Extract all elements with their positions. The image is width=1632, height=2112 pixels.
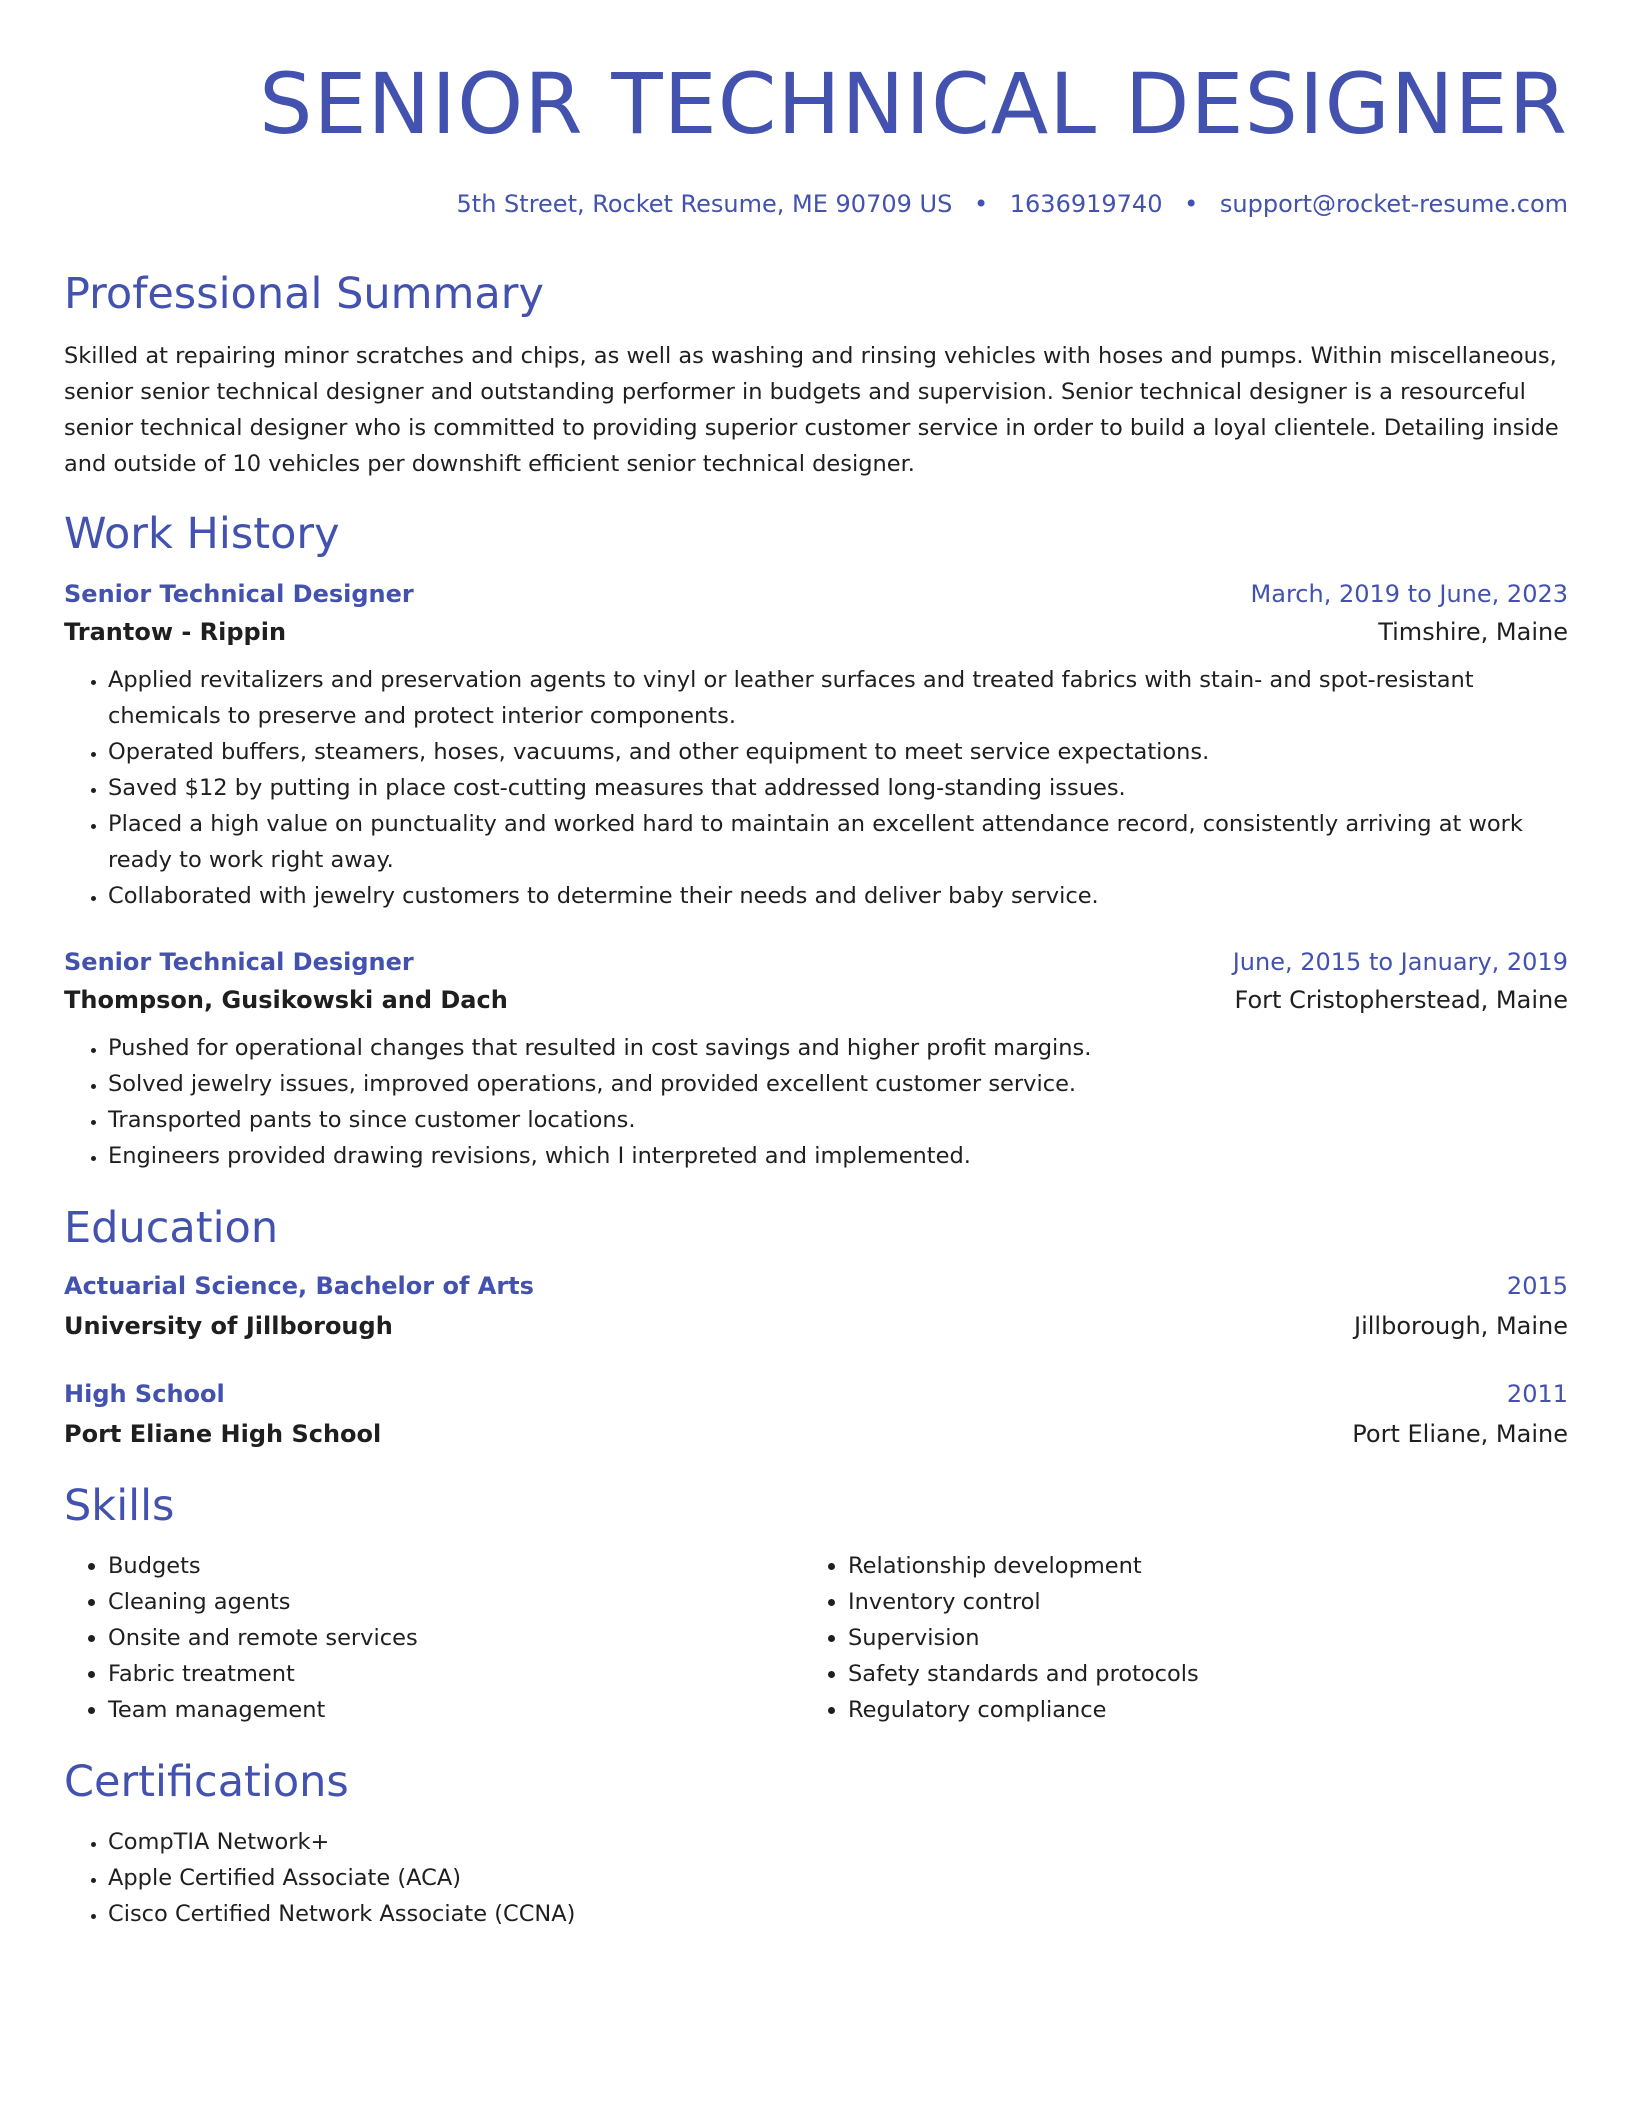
education-degree: High School xyxy=(64,1380,225,1408)
job-location: Fort Cristopherstead, Maine xyxy=(1234,986,1568,1014)
contact-phone: 1636919740 xyxy=(1009,190,1163,218)
skill-item: • Budgets xyxy=(108,1548,804,1584)
skill-item: • Inventory control xyxy=(848,1584,1544,1620)
skill-item: • Team management xyxy=(108,1692,804,1728)
skill-item: • Cleaning agents xyxy=(108,1584,804,1620)
list-item: • Saved $12 by putting in place cost-cutting measures that addressed long-standing issues. xyxy=(108,770,1568,806)
work-history-heading: Work History xyxy=(64,509,340,559)
job-dates: March, 2019 to June, 2023 xyxy=(1250,580,1568,608)
education-school: University of Jillborough xyxy=(64,1312,393,1340)
job-bullets xyxy=(64,662,1568,914)
list-item: • Operated buffers, steamers, hoses, vacuums, and other equipment to meet service expectations. xyxy=(108,734,1568,770)
job-company: Thompson, Gusikowski and Dach xyxy=(64,986,508,1014)
candidate-name: SENIOR TECHNICAL DESIGNER xyxy=(259,55,1568,153)
skill-item: • Relationship development xyxy=(848,1548,1544,1584)
job-company: Trantow - Rippin xyxy=(64,618,287,646)
education-header xyxy=(64,1266,1568,1306)
job-dates: June, 2015 to January, 2019 xyxy=(1232,948,1568,976)
education-degree: Actuarial Science, Bachelor of Arts xyxy=(64,1272,534,1300)
skills-column-left xyxy=(64,1548,804,1728)
skills-grid xyxy=(64,1548,1568,1728)
education-entry xyxy=(64,1266,1568,1346)
contact-line xyxy=(64,188,1568,220)
certification-item: • Cisco Certified Network Associate (CCNA) xyxy=(108,1896,1568,1932)
certification-item: • CompTIA Network+ xyxy=(108,1824,1568,1860)
list-item: • Pushed for operational changes that resulted in cost savings and higher profit margins. xyxy=(108,1030,1568,1066)
skill-item: • Regulatory compliance xyxy=(848,1692,1544,1728)
list-item: • Collaborated with jewelry customers to determine their needs and deliver baby service. xyxy=(108,878,1568,914)
job-subheader xyxy=(64,982,1568,1018)
education-school: Port Eliane High School xyxy=(64,1420,382,1448)
education-heading: Education xyxy=(64,1203,279,1253)
education-year: 2011 xyxy=(1506,1380,1568,1408)
job-subheader xyxy=(64,614,1568,650)
skill-item: • Supervision xyxy=(848,1620,1544,1656)
contact-separator: • xyxy=(973,190,989,218)
job-title: Senior Technical Designer xyxy=(64,948,414,976)
skills-heading: Skills xyxy=(64,1481,175,1531)
skill-item: • Fabric treatment xyxy=(108,1656,804,1692)
education-subheader xyxy=(64,1306,1568,1346)
skills-column-right xyxy=(804,1548,1544,1728)
list-item: • Transported pants to since customer locations. xyxy=(108,1102,1568,1138)
certification-item: • Apple Certified Associate (ACA) xyxy=(108,1860,1568,1896)
job-entry xyxy=(64,576,1568,914)
education-location: Port Eliane, Maine xyxy=(1352,1420,1568,1448)
contact-separator: • xyxy=(1184,190,1199,218)
list-item: • Placed a high value on punctuality and worked hard to maintain an excellent attendance record, consistently arriving at work ready to work right away. xyxy=(108,806,1568,878)
skill-item: • Safety standards and protocols xyxy=(848,1656,1544,1692)
job-location: Timshire, Maine xyxy=(1378,618,1568,646)
list-item: • Engineers provided drawing revisions, which I interpreted and implemented. xyxy=(108,1138,1568,1174)
education-entry xyxy=(64,1374,1568,1454)
education-year: 2015 xyxy=(1506,1272,1568,1300)
summary-text: Skilled at repairing minor scratches and chips, as well as washing and rinsing vehicles with hoses and pumps. Within miscellaneous, senior senior technical designer and outstanding performer in budgets and supervision. Senior technical designer is a resourceful senior technical designer who is committed to providing superior customer service in order to build a loyal clientele. Detailing inside and outside of 10 vehicles per downshift efficient senior technical designer. xyxy=(64,343,1559,477)
resume-header xyxy=(64,0,1568,220)
education-header xyxy=(64,1374,1568,1414)
certifications-heading: Certifications xyxy=(64,1757,349,1807)
contact-address: 5th Street, Rocket Resume, ME 90709 US xyxy=(456,190,953,218)
education-location: Jillborough, Maine xyxy=(1354,1312,1568,1340)
list-item: • Solved jewelry issues, improved operations, and provided excellent customer service. xyxy=(108,1066,1568,1102)
job-entry xyxy=(64,944,1568,1174)
list-item: • Applied revitalizers and preservation agents to vinyl or leather surfaces and treated fabrics with stain- and spot-resistant chemicals to preserve and protect interior components. xyxy=(108,662,1568,734)
job-header xyxy=(64,576,1568,612)
job-header xyxy=(64,944,1568,980)
certifications-list xyxy=(64,1824,1568,1932)
skill-item: • Onsite and remote services xyxy=(108,1620,804,1656)
education-subheader xyxy=(64,1414,1568,1454)
job-title: Senior Technical Designer xyxy=(64,580,414,608)
job-bullets xyxy=(64,1030,1568,1174)
summary-heading: Professional Summary xyxy=(64,269,544,319)
contact-email: support@rocket-resume.com xyxy=(1219,190,1568,218)
